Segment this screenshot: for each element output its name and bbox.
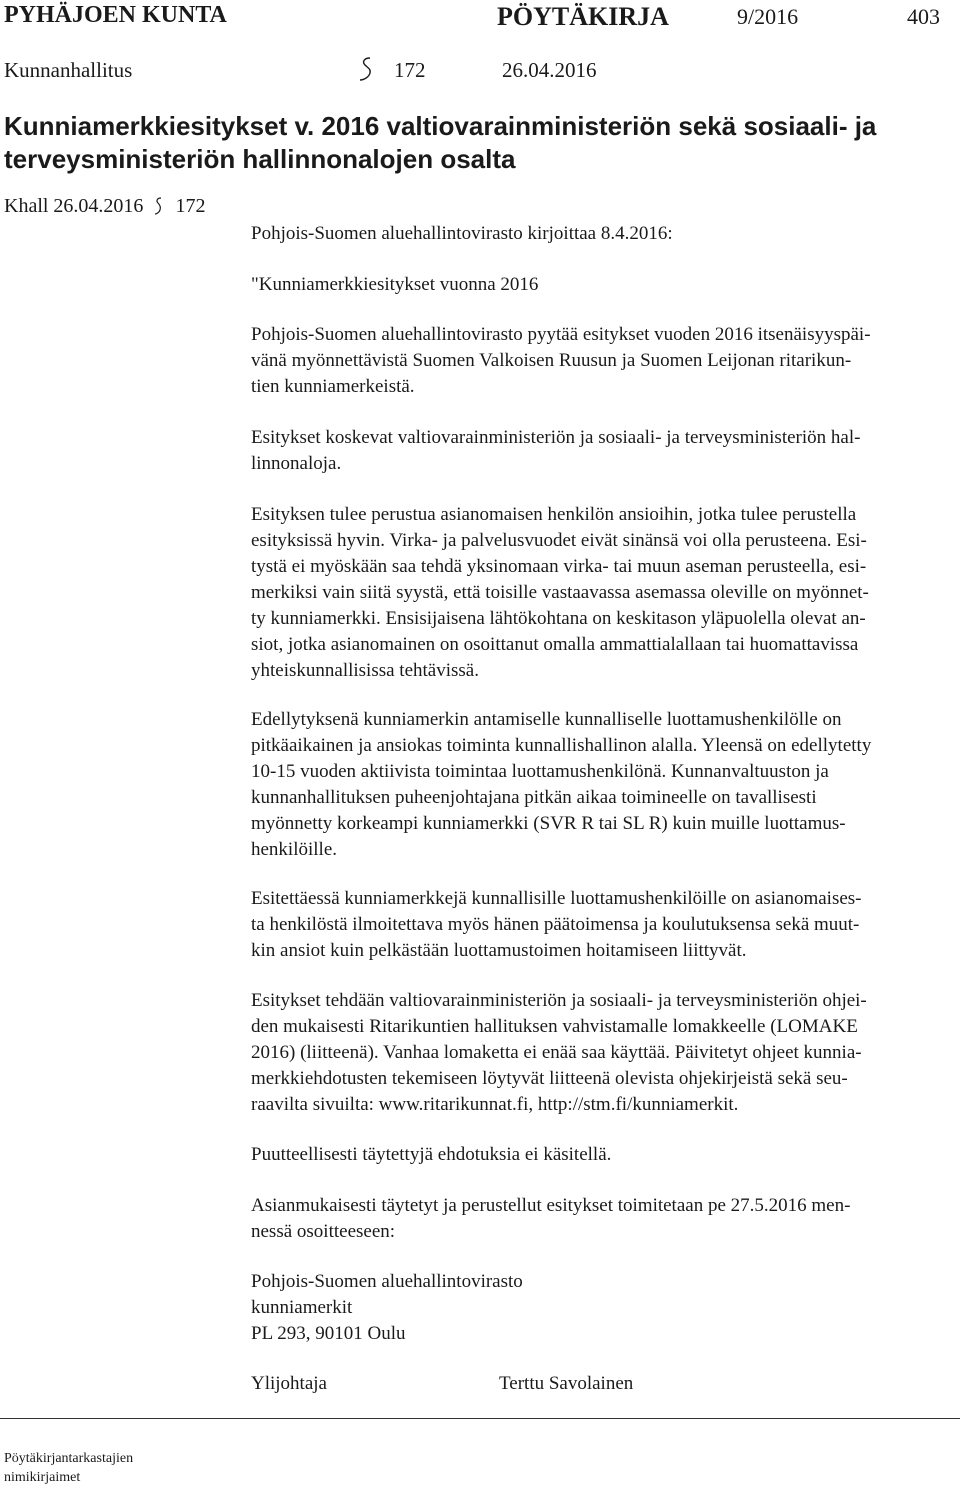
signatory-role: Ylijohtaja: [251, 1373, 327, 1394]
case-reference: [4, 195, 205, 218]
intro-line: Pohjois-Suomen aluehallintovirasto kirjoittaa 8.4.2016:: [251, 223, 673, 244]
page-number: 403: [907, 4, 940, 29]
paragraph-1: Pohjois-Suomen aluehallintovirasto pyytää esitykset vuoden 2016 itsenäisyyspäi- vänä myönnettävistä Suomen Valkoisen Ruusun ja Suomen Leijonan ritarikun- tien kunniamerkeistä.: [251, 324, 871, 397]
protocol-number: 9/2016: [737, 4, 799, 29]
paragraph-8: Asianmukaisesti täytetyt ja perustellut esitykset toimitetaan pe 27.5.2016 men- nessä osoitteeseen:: [251, 1195, 851, 1242]
address-block: Pohjois-Suomen aluehallintovirasto kunniamerkit PL 293, 90101 Oulu: [251, 1271, 523, 1344]
section-number: 172: [394, 58, 426, 82]
quote-title: "Kunniamerkkiesitykset vuonna 2016: [251, 274, 539, 295]
body-name: Kunnanhallitus: [4, 58, 133, 82]
meeting-date: 26.04.2016: [502, 58, 597, 82]
section-sign-icon: [358, 56, 374, 82]
agenda-title-line1: Kunniamerkkiesitykset v. 2016 valtiovarainministeriön sekä sosiaali- ja: [4, 111, 877, 141]
municipality-name: PYHÄJOEN KUNTA: [4, 2, 227, 28]
paragraph-4: Edellytyksenä kunniamerkin antamiselle kunnalliselle luottamushenkilölle on pitkäaikainen ja ansiokas toiminta kunnallishallinon alalla. Yleensä on edellytetty 10-15 vuoden aktiivista toimintaa luottamushenkilönä. Kunnanvaltuuston ja kunnanhallituksen puheenjohtajana pitkän aikaa toimineelle on tavallisesti myönnetty korkeampi kunniamerkki (SVR R tai SL R) kuin muille luottamus- henkilöille.: [251, 709, 872, 860]
footer-initials-label: Pöytäkirjantarkastajien nimikirjaimet: [4, 1451, 134, 1485]
agenda-title-line2: terveysministeriön hallinnonalojen osalta: [4, 144, 516, 174]
paragraph-5: Esitettäessä kunniamerkkejä kunnallisille luottamushenkilöille on asianomaises- ta henkilöstä ilmoitettava myös hänen päätoimensa ja koulutuksensa sekä muut- kin ansiot kuin pelkästään luottamustoimen hoitamiseen liittyvät.: [251, 888, 862, 961]
section-sign-icon: [154, 197, 162, 215]
case-meeting: Khall 26.04.2016: [4, 195, 144, 217]
paragraph-3: Esityksen tulee perustua asianomaisen henkilön ansioihin, jotka tulee perustella esityksissä hyvin. Virka- ja palvelusvuodet eivät sinänsä voi olla perusteena. Esi- tystä ei myöskään saa tehdä yksinomaan virka- tai muun aseman perusteella, esi- merkiksi vain siitä syystä, että toisille vastaavassa asemassa oleville on myönnet- ty kunniamerkki. Ensisijaisena lähtökohtana on keskitason yläpuolella olevat an- siot, jotka asianomainen on osoittanut omalla ammattialallaan tai huomattavissa yhteiskunnallisissa tehtävissä.: [251, 504, 869, 681]
paragraph-2: Esitykset koskevat valtiovarainministeriön ja sosiaali- ja terveysministeriön hal- linnonaloja.: [251, 427, 861, 474]
agenda-title: [4, 110, 954, 176]
footer-divider: [0, 1418, 960, 1419]
document-type: PÖYTÄKIRJA: [497, 2, 669, 31]
case-section: 172: [175, 195, 206, 217]
paragraph-6: Esitykset tehdään valtiovarainministeriön ja sosiaali- ja terveysministeriön ohjei- den mukaisesti Ritarikuntien hallituksen vahvistamalle lomakkeelle (LOMAKE 2016) (liitteenä). Vanhaa lomaketta ei enää saa käyttää. Päivitetyt ohjeet kunnia- merkkiehdotusten tekemiseen löytyvät liitteenä olevista ohjekirjeistä sekä seu- raavilta sivuilta: www.ritarikunnat.fi, http://stm.fi/kunniamerkit.: [251, 990, 867, 1115]
paragraph-7: Puutteellisesti täytettyjä ehdotuksia ei käsitellä.: [251, 1144, 612, 1165]
signatory-name: Terttu Savolainen: [499, 1373, 634, 1394]
